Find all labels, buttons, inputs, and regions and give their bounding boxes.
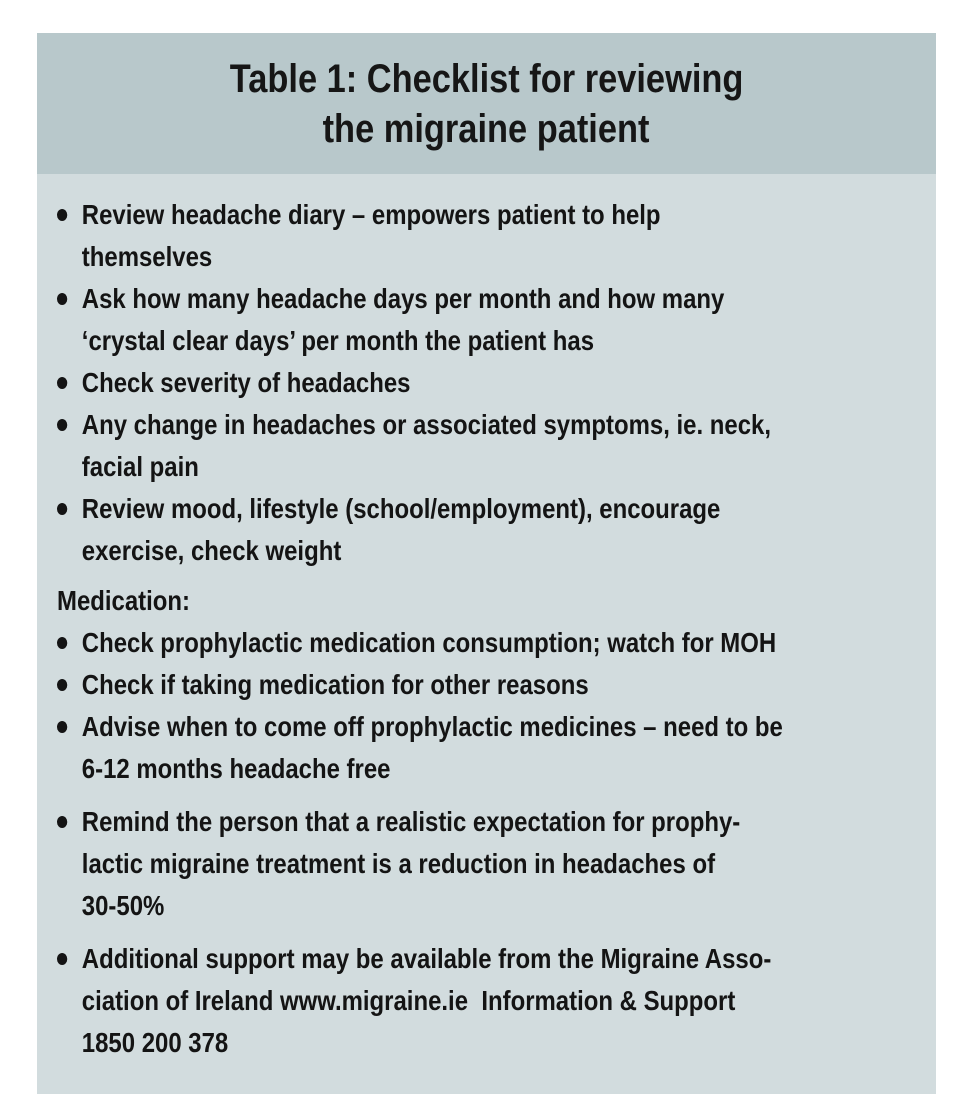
- medication-item-consumption: [57, 622, 912, 664]
- item-line: 30-50%: [81, 890, 165, 921]
- item-line: Check prophylactic medication consumption; watch for MOH: [81, 627, 777, 658]
- item-line: Remind the person that a realistic expectation for prophy-: [81, 806, 741, 837]
- table-title-line-2: the migraine patient: [323, 106, 650, 151]
- review-item-headache-days: [57, 278, 912, 362]
- medication-checklist: [57, 622, 912, 1064]
- medication-item-support: [57, 938, 912, 1064]
- item-line: Review headache diary – empowers patient to help: [81, 199, 661, 230]
- review-checklist: [57, 194, 912, 572]
- item-line: ‘crystal clear days’ per month the patient has: [81, 325, 595, 356]
- item-line: Advise when to come off prophylactic medicines – need to be: [81, 711, 783, 742]
- item-line: exercise, check weight: [81, 535, 342, 566]
- item-line: Additional support may be available from the Migraine Asso-: [81, 943, 772, 974]
- table-header: [37, 33, 936, 174]
- review-item-symptom-change: [57, 404, 912, 488]
- bullet-icon: [57, 721, 67, 733]
- bullet-icon: [57, 209, 67, 221]
- table-body: [37, 174, 936, 1064]
- item-line: Check severity of headaches: [81, 367, 411, 398]
- item-line: Any change in headaches or associated symptoms, ie. neck,: [81, 409, 772, 440]
- table-title-line-1: Table 1: Checklist for reviewing: [229, 56, 744, 101]
- bullet-icon: [57, 637, 67, 649]
- item-line: 1850 200 378: [81, 1027, 229, 1058]
- medication-item-other-reasons: [57, 664, 912, 706]
- item-line: lactic migraine treatment is a reduction in headaches of: [81, 848, 716, 879]
- item-line: themselves: [81, 241, 213, 272]
- item-line: ciation of Ireland www.migraine.ie Information & Support: [81, 985, 736, 1016]
- review-item-severity: [57, 362, 912, 404]
- item-line: Ask how many headache days per month and how many: [81, 283, 725, 314]
- checklist-table: [37, 33, 936, 1094]
- item-line: 6-12 months headache free: [81, 753, 391, 784]
- bullet-icon: [57, 293, 67, 305]
- review-item-mood-lifestyle: [57, 488, 912, 572]
- item-line: Check if taking medication for other reasons: [81, 669, 589, 700]
- review-item-diary: [57, 194, 912, 278]
- bullet-icon: [57, 377, 67, 389]
- bullet-icon: [57, 679, 67, 691]
- item-line: facial pain: [81, 451, 199, 482]
- item-line: Review mood, lifestyle (school/employment), encourage: [81, 493, 721, 524]
- bullet-icon: [57, 953, 67, 965]
- bullet-icon: [57, 816, 67, 828]
- medication-heading: Medication:: [57, 585, 191, 616]
- bullet-icon: [57, 419, 67, 431]
- bullet-icon: [57, 503, 67, 515]
- medication-item-expectation: [57, 801, 912, 927]
- medication-item-come-off: [57, 706, 912, 790]
